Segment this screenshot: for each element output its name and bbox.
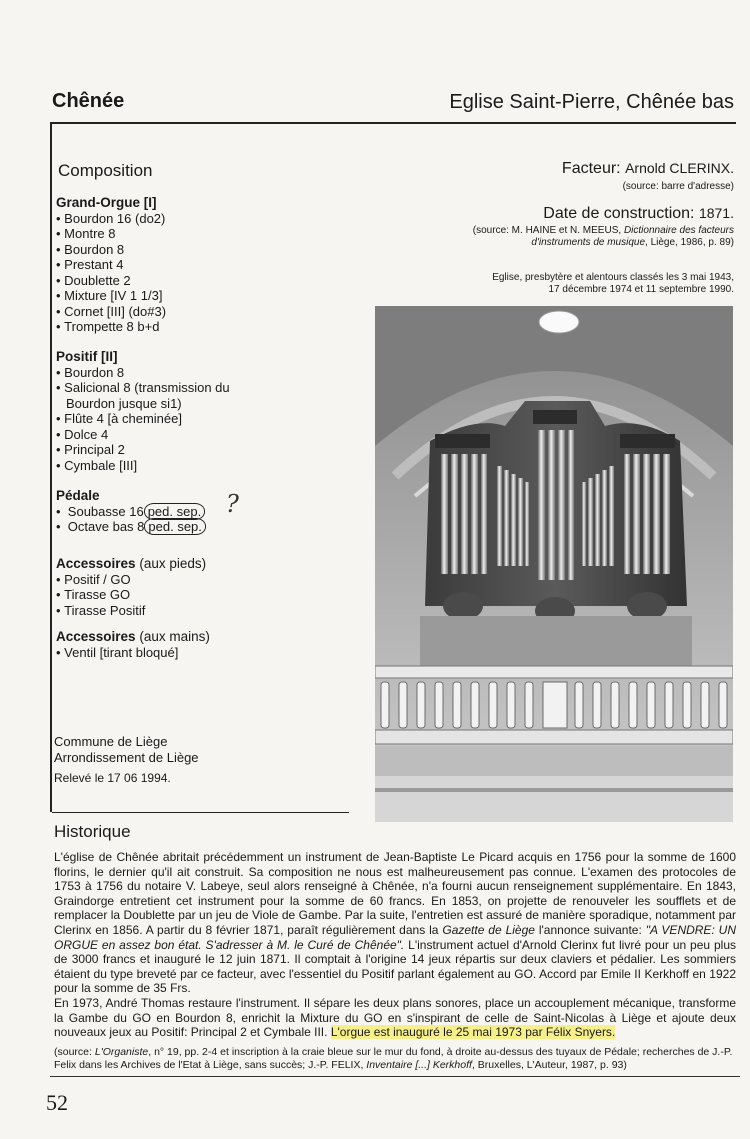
list-item: • Flûte 4 [à cheminée] (56, 411, 230, 427)
arrondissement: Arrondissement de Liège (54, 750, 199, 765)
list-item: • Prestant 4 (56, 257, 166, 273)
location-block (54, 734, 199, 766)
list-item: • Cornet [III] (do#3) (56, 304, 166, 320)
section-accessoires-pieds (56, 556, 206, 618)
church-title: Eglise Saint-Pierre, Chênée bas (449, 91, 734, 113)
gazette-title: Gazette de Liège (442, 922, 535, 937)
accessoires-pieds-items (56, 572, 206, 619)
facteur-name: Arnold CLERINX. (625, 160, 734, 176)
paragraph-text: L'instrument actuel d'Arnold Clerinx fut livré pour un peu plus de 3000 francs et inauguré le 12 juin 1871. Il comptait à l'origine 14 jeux répartis sur deux claviers et pédalier. Les sommiers étaient du type breveté par ce facteur, avec l'essentiel du Positif parlant également au GO. Accord par Emile II Kerkhoff en 1922 pour la somme de 35 Frs. (54, 937, 736, 996)
list-item: • Doublette 2 (56, 273, 166, 289)
paragraph-text: l'annonce suivante: (534, 922, 646, 937)
positif-title: Positif [II] (56, 349, 118, 364)
grand-orgue-title: Grand-Orgue [I] (56, 195, 157, 210)
section-grand-orgue (56, 195, 166, 335)
facteur-source: (source: barre d'adresse) (622, 181, 734, 192)
source-text: , Bruxelles, L'Auteur, 1987, p. 93) (471, 1058, 627, 1071)
construction-label: Date de construction: (543, 205, 695, 222)
list-item: • Bourdon 16 (do2) (56, 211, 166, 227)
classement-line: Eglise, presbytère et alentours classés les 3 mai 1943, (492, 272, 734, 283)
accessoires-subtitle: (aux pieds) (139, 556, 207, 571)
accessoires-title: Accessoires (56, 556, 136, 571)
positif-stops (56, 365, 230, 474)
grand-orgue-stops (56, 211, 166, 335)
list-item: • Mixture [IV 1 1/3] (56, 288, 166, 304)
paragraph-text: En 1973, André Thomas restaure l'instrument. Il sépare les deux plans sonores, place un accouplement mécanique, transforme la Gambe du GO en Bourdon 8, enrichit la Mixture du GO en s'inspirant de celle de Saint-Nicolas à Liège et ajoute deux nouveaux jeux au Positif: Principal 2 et Cymbale III. (54, 996, 736, 1040)
list-item: • Cymbale [III] (56, 458, 230, 474)
list-item: • Trompette 8 b+d (56, 319, 166, 335)
releve-date: Relevé le 17 06 1994. (54, 771, 171, 785)
construction-source (473, 225, 734, 249)
source-title: Inventaire [...] Kerkhoff (366, 1058, 472, 1071)
announcement-quote: "A VENDRE: UN ORGUE en assez bon état. S'adresser à M. le Curé de Chênée". (54, 922, 737, 952)
footer-rule (50, 1076, 740, 1077)
list-item: • Bourdon 8 (56, 365, 230, 381)
list-item: • Ventil [tirant bloqué] (56, 645, 210, 661)
organ-photograph (375, 306, 733, 822)
historique-source (54, 1046, 738, 1071)
list-item: • Montre 8 (56, 226, 166, 242)
accessoires-title: Accessoires (56, 629, 136, 644)
list-item: • Tirasse GO (56, 587, 206, 603)
accessoires-mains-items (56, 645, 210, 661)
accessoires-subtitle: (aux mains) (139, 629, 210, 644)
frame-left-rule (50, 122, 52, 812)
list-item: • Bourdon 8 (56, 242, 166, 258)
source-title: d'instruments de musique (531, 237, 646, 248)
facteur-label: Facteur: (561, 160, 621, 177)
construction-year: 1871. (698, 205, 734, 221)
frame-top-rule (50, 122, 736, 124)
handwritten-question-mark: ? (226, 490, 239, 518)
section-pedale (56, 488, 206, 535)
historique-title: Historique (54, 822, 131, 841)
list-item: • Salicional 8 (transmission du (56, 380, 230, 396)
pedale-title: Pédale (56, 488, 100, 503)
handwritten-circle: ped. sep. (144, 518, 206, 535)
stop-name: Octave bas 8 (67, 519, 145, 534)
highlighted-inauguration: L'orgue est inauguré le 25 mai 1973 par Félix Snyers. (330, 1025, 616, 1040)
list-item: Bourdon jusque si1) (66, 395, 182, 411)
locality-title: Chênée (52, 90, 125, 112)
source-title: L'Organiste (94, 1046, 149, 1058)
composition-title: Composition (58, 161, 153, 180)
source-text: (source: M. HAINE et N. MEEUS, (472, 225, 622, 236)
stop-name: Soubasse 16 (67, 503, 144, 519)
construction-line (543, 205, 734, 223)
classement-line: 17 décembre 1974 et 11 septembre 1990. (548, 284, 734, 295)
pedale-stop-soubasse (56, 504, 206, 520)
facteur-line (562, 160, 734, 178)
source-text: , Liège, 1986, p. 89) (645, 237, 734, 248)
source-title: Dictionnaire des facteurs (623, 225, 734, 236)
list-item: • Principal 2 (56, 442, 230, 458)
historique-paragraph-2 (54, 996, 736, 1040)
handwritten-circle: ped. sep. (144, 503, 206, 520)
paragraph-text: L'église de Chênée abritait précédemment un instrument de Jean-Baptiste Le Picard acquis en 1756 pour la somme de 1600 florins, le dernier qu'il ait construit. Sa composition ne nous est malheureusement pas connue. L'examen des protocoles de 1753 à 1756 du notaire V. Labeye, seul alors renseigné à Chênée, n'a fourni aucun renseignement supplémentaire. En 1843, Graindorge entretient cet instrument pour la somme de 60 francs. En 1853, on projette de renouveler les soufflets et de remplacer la Doublette par un jeu de Viole de Gambe. Par la suite, l'entretien est assuré de manière sporadique, notamment par Clerinx en 1856. A partir du 8 février 1871, paraît régulièrement dans la (54, 850, 736, 937)
pedale-stop-octave (56, 519, 206, 535)
historique-paragraph-1 (54, 850, 736, 996)
list-item: • Positif / GO (56, 572, 206, 588)
source-text: , n° 19, pp. 2-4 et inscription à la craie bleue sur le mur du fond, à droite au-dessus des tuyaux de Pédale; recherches de J.-P. Felix dans les Archives de l'Etat à Liège, sans succès; J.-P. FELIX, (54, 1046, 733, 1071)
historique-rule (52, 812, 349, 813)
section-positif (56, 349, 230, 473)
commune: Commune de Liège (54, 734, 168, 749)
classement-note (492, 272, 734, 296)
list-item: • Tirasse Positif (56, 603, 206, 619)
source-text: (source: (54, 1046, 95, 1058)
list-item: • Dolce 4 (56, 427, 230, 443)
section-accessoires-mains (56, 629, 210, 660)
page-number: 52 (46, 1090, 68, 1115)
